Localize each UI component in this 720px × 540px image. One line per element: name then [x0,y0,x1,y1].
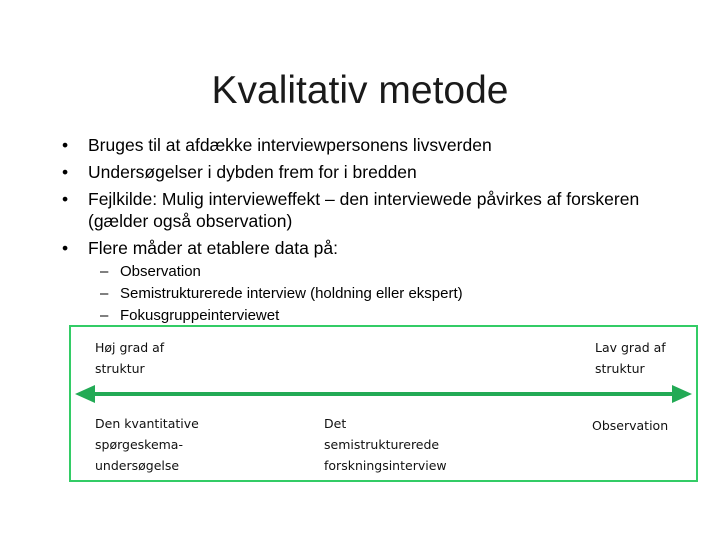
slide-title: Kvalitativ metode [211,69,509,112]
high-structure-label: Høj grad af struktur [95,340,165,376]
bullet-item [62,161,682,183]
sub-bullet-item [100,261,463,283]
bullet-text: Undersøgelser i dybden frem for i bredden [88,162,417,182]
bullet-item [62,134,682,156]
sub-bullet-item [100,305,463,327]
double-arrow-icon [75,385,692,403]
sub-bullet-marker: – [100,263,109,280]
sub-bullet-marker: – [100,285,109,302]
low-structure-label: Lav grad af struktur [595,340,666,376]
sub-bullet-item [100,283,463,305]
bullet-marker: • [62,162,69,182]
bullet-text: Bruges til at afdække interviewpersonens livsverden [88,135,492,155]
bullet-item [62,237,682,259]
bullet-marker: • [62,135,69,155]
sub-bullet-marker: – [100,307,109,324]
sub-bullet-list [100,261,463,327]
structure-diagram [69,325,698,482]
sub-bullet-text: Semistrukturerede interview (holdning eller ekspert) [120,285,463,302]
bullet-marker: • [62,189,69,209]
sub-bullet-text: Observation [120,263,201,280]
sub-bullet-text: Fokusgruppeinterviewet [120,307,280,324]
bullet-text: Fejlkilde: Mulig intervieweffekt – den interviewede påvirkes af forskeren (gælder også observation) [88,189,640,231]
bullet-item [62,188,682,232]
observation-label: Observation [592,418,669,433]
semistructured-interview-label: Det semistrukturerede forskningsinterview [324,416,447,473]
quantitative-survey-label: Den kvantitative spørgeskema- undersøgelse [95,416,199,473]
bullet-list [62,134,682,264]
bullet-marker: • [62,238,69,258]
bullet-text: Flere måder at etablere data på: [88,238,339,258]
